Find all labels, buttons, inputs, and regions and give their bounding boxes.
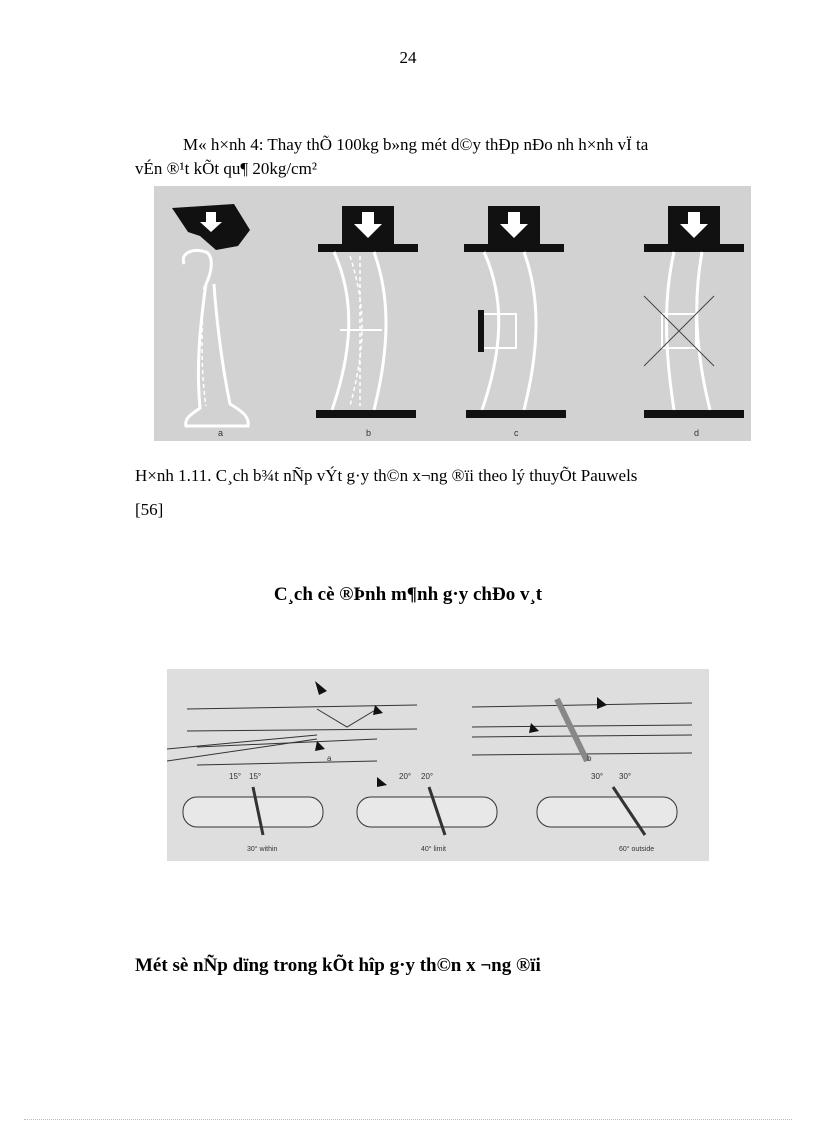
paragraph-line-1: M« h×nh 4: Thay thÕ 100kg b»ng mét d©y thÐp nÐo nh h×nh vÏ ta [183, 135, 649, 154]
section-heading-oblique-fixation: C¸ch cè ®Þnh m¶nh g·y chÐo v¸t [273, 584, 543, 605]
sketch-a-bone [167, 705, 417, 765]
panel-d-drawing [644, 206, 744, 418]
panel-a-drawing [172, 204, 250, 426]
panel-label-c: c [514, 428, 519, 438]
panel-b-drawing [316, 206, 418, 418]
arrows [315, 681, 607, 787]
bottom-caption-3: 60° outside [619, 846, 655, 853]
sketch-b-bone [472, 699, 692, 761]
angle-label-1: 15° [229, 772, 242, 781]
bottom-caption-1: 30° within [247, 846, 278, 853]
bottom-caption-2: 40° limit [421, 846, 446, 853]
figure-caption-line-2: [56] [135, 500, 164, 519]
panel-c-drawing [464, 206, 566, 418]
angle-label-2: 15° [249, 772, 262, 781]
paragraph-line-2: vÉn ®¹t kÕt qu¶ 20kg/cm² [135, 159, 317, 178]
figure-caption-line-1: H×nh 1.11. C¸ch b¾t nÑp vÝt g·y th©n x¬ng ®ïi theo lý thuyÕt Pauwels [135, 466, 638, 485]
angle-label-5: 30° [591, 772, 604, 781]
sketch-label-b: b [587, 754, 592, 763]
page-number: 24 [399, 48, 417, 67]
cylinders [183, 787, 677, 835]
angle-label-4: 20° [421, 772, 434, 781]
figure-oblique-fixation [167, 669, 709, 861]
panel-label-a: a [218, 428, 224, 438]
angle-label-3: 20° [399, 772, 412, 781]
figure-pauwels-diagram [154, 186, 751, 441]
panel-label-b: b [366, 428, 372, 438]
footer-divider [24, 1119, 792, 1120]
angle-label-6: 30° [619, 772, 632, 781]
figure-oblique-svg [167, 669, 709, 861]
sketch-label-a: a [327, 754, 332, 763]
figure-pauwels-svg [154, 186, 751, 441]
panel-label-d: d [694, 428, 700, 438]
section-heading-plates: Mét sè nÑp dïng trong kÕt hîp g·y th©n x ¬ng ®ïi [135, 955, 541, 976]
